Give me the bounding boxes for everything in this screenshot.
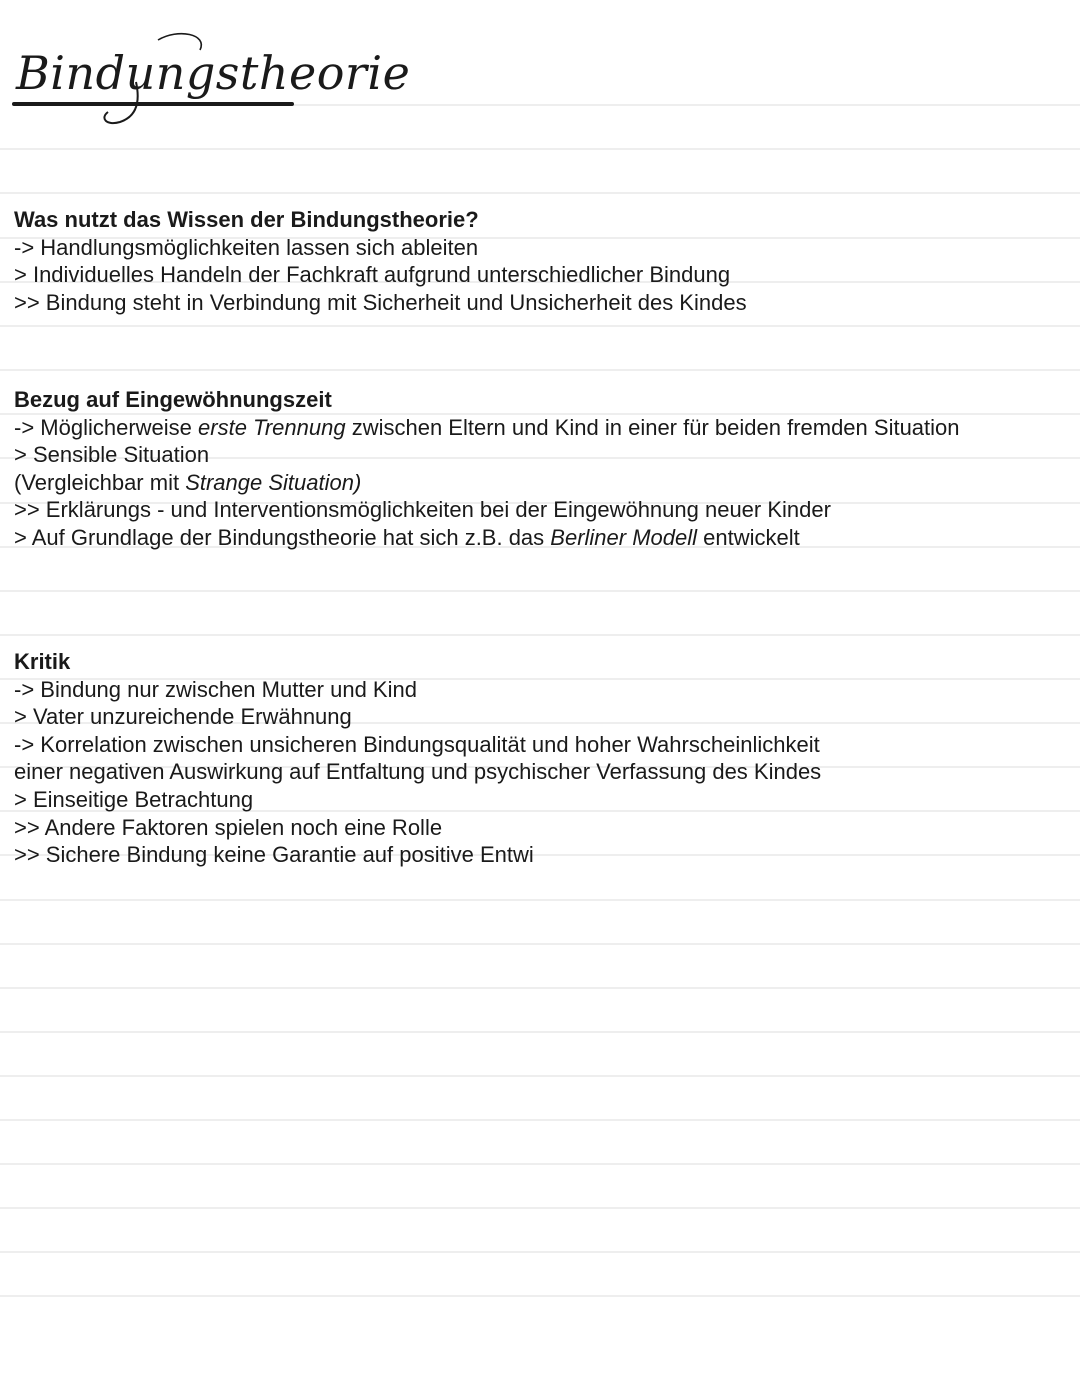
note-line-text: > Auf Grundlage der Bindungstheorie hat sich z.B. das [14,524,551,550]
note-line: -> Korrelation zwischen unsicheren Bindungsqualität und hoher Wahrscheinlichkeit [14,731,820,757]
note-line [14,469,1074,497]
note-line: > Individuelles Handeln der Fachkraft aufgrund unterschiedlicher Bindung [14,262,731,288]
note-line-text: -> Möglicherweise [14,414,199,440]
section-eingewoehnung [14,386,1074,552]
note-line-emphasis: Berliner Modell [550,524,698,550]
note-line: > Einseitige Betrachtung [14,786,254,812]
note-line: einer negativen Auswirkung auf Entfaltung und psychischer Verfassung des Kindes [14,759,822,785]
note-line: -> Handlungsmöglichkeiten lassen sich ableiten [14,234,479,260]
note-line-emphasis: Strange Situation) [185,469,362,495]
note-line [14,414,1074,442]
section-heading: Kritik [14,649,71,674]
note-line [14,524,1074,552]
note-line: >> Erklärungs - und Interventionsmöglichkeiten bei der Eingewöhnung neuer Kinder [14,497,831,523]
note-line-text: (Vergleichbar mit [14,469,186,495]
note-line: >> Sichere Bindung keine Garantie auf positive Entwi [14,842,534,868]
note-line: -> Bindung nur zwischen Mutter und Kind [14,676,417,702]
section-nutzen [14,206,1074,316]
note-line: >> Bindung steht in Verbindung mit Sicherheit und Unsicherheit des Kindes [14,289,747,315]
note-line: > Sensible Situation [14,442,210,468]
note-line-emphasis: erste Trennung [198,414,346,440]
title-swash-decoration [8,30,308,130]
section-heading: Was nutzt das Wissen der Bindungstheorie? [14,207,479,232]
page-title [8,30,411,130]
note-line: > Vater unzureichende Erwähnung [14,704,352,730]
note-line: >> Andere Faktoren spielen noch eine Rolle [14,814,443,840]
page-title-text: Bindungstheorie [16,46,411,100]
note-line-text: entwickelt [697,524,800,550]
section-heading: Bezug auf Eingewöhnungszeit [14,387,332,412]
note-line-text: zwischen Eltern und Kind in einer für beiden fremden Situation [345,414,960,440]
section-kritik [14,648,1074,869]
